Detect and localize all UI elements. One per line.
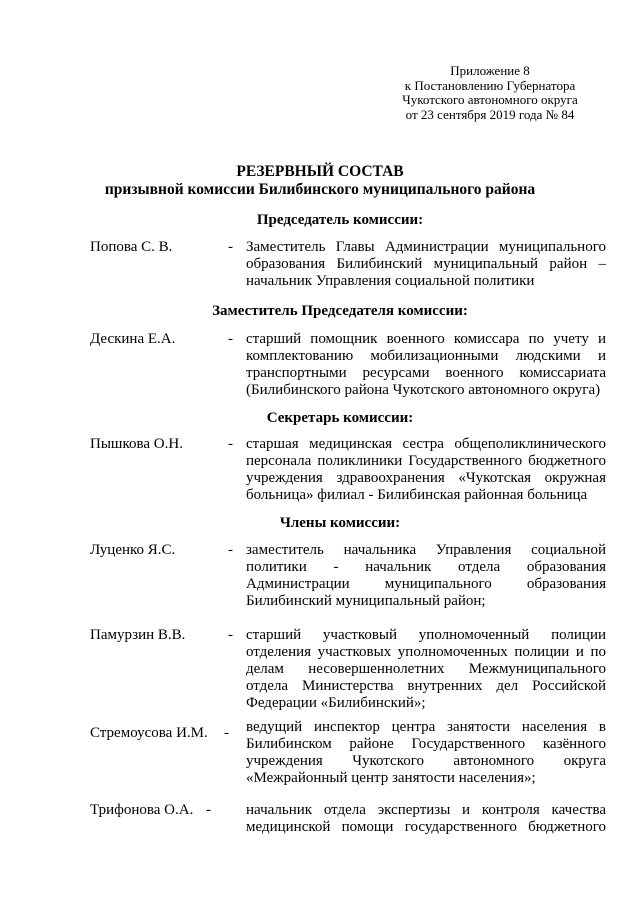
person-position (246, 802, 606, 836)
position-line: (Билибинского района Чукотского автономного округа) (246, 382, 601, 398)
person-position (246, 719, 606, 787)
section-heading-deputy: Заместитель Председателя комиссии: (212, 303, 468, 319)
person-position (246, 627, 606, 712)
position-line: транспортными ресурсами военного комиссариата (246, 365, 606, 381)
person-name: Попова С. В. (90, 239, 173, 255)
position-line: делам несовершеннолетних Межмуниципального (246, 661, 606, 677)
section-heading-secretary: Секретарь комиссии: (266, 410, 414, 426)
position-line: начальник Управления социальной политики (246, 273, 535, 289)
appendix-line: Чукотского автономного округа (402, 92, 578, 107)
person-name: Памурзин В.В. (90, 627, 186, 643)
position-line: образования Билибинский муниципальный район – (246, 256, 606, 272)
position-line: старший участковый уполномоченный полиции (246, 627, 606, 643)
position-line: Администрации муниципального образования (246, 576, 606, 592)
position-line: ведущий инспектор центра занятости населения в (246, 719, 606, 735)
appendix-line: к Постановлению Губернатора (404, 77, 576, 93)
position-line: «Межрайонный центр занятости населения»; (246, 770, 536, 786)
position-line: заместитель начальника Управления социальной (246, 542, 606, 558)
position-line: учреждения здравоохранения «Чукотская окружная (246, 470, 606, 486)
dash-separator: - (206, 802, 211, 818)
section-heading-chair: Председатель комиссии: (256, 212, 424, 228)
section-heading-members: Члены комиссии: (279, 515, 401, 531)
appendix-line: от 23 сентября 2019 года № 84 (405, 106, 575, 122)
person-position (246, 436, 606, 504)
document-title: РЕЗЕРВНЫЙ СОСТАВ (236, 163, 404, 180)
person-position (246, 331, 606, 399)
person-name: Пышкова О.Н. (90, 436, 183, 452)
dash-separator: - (228, 436, 233, 452)
position-line: Заместитель Главы Администрации муниципального (246, 239, 606, 255)
position-line: комплектованию мобилизационными людскими и (246, 348, 606, 364)
document-subtitle: призывной комиссии Билибинского муниципального района (104, 181, 536, 198)
dash-separator: - (228, 542, 233, 558)
position-line: больница» филиал - Билибинская районная больница (246, 487, 588, 503)
appendix-line: Приложение 8 (450, 63, 530, 78)
dash-separator: - (228, 331, 233, 347)
person-name: Дескина Е.А. (90, 331, 176, 347)
person-position (246, 542, 606, 610)
dash-separator: - (228, 627, 233, 643)
position-line: медицинской помощи государственного бюджетного (246, 819, 606, 835)
person-name: Трифонова О.А. (90, 802, 194, 818)
position-line: старшая медицинская сестра общеполиклинического (246, 436, 606, 452)
position-line: учреждения Чукотского автономного округа (246, 753, 606, 769)
position-line: отделения участковых уполномоченных полиции и по (246, 644, 606, 660)
dash-separator: - (228, 239, 233, 255)
position-line: Билибинский муниципальный район; (246, 593, 486, 609)
position-line: персонала поликлиники Государственного бюджетного (246, 453, 606, 469)
person-name: Стремоусова И.М. (90, 725, 208, 741)
position-line: начальник отдела экспертизы и контроля качества (246, 802, 606, 818)
position-line: Билибинском районе Государственного казённого (246, 736, 606, 752)
person-position (246, 239, 606, 290)
person-name: Луценко Я.С. (90, 542, 176, 558)
position-line: старший помощник военного комиссара по учету и (246, 331, 606, 347)
position-line: отдела Министерства внутренних дел Российской (246, 678, 606, 694)
position-line: Федерации «Билибинский»; (246, 695, 426, 711)
position-line: политики - начальник отдела образования (246, 559, 606, 575)
dash-separator: - (224, 725, 229, 741)
appendix-block (380, 64, 600, 122)
